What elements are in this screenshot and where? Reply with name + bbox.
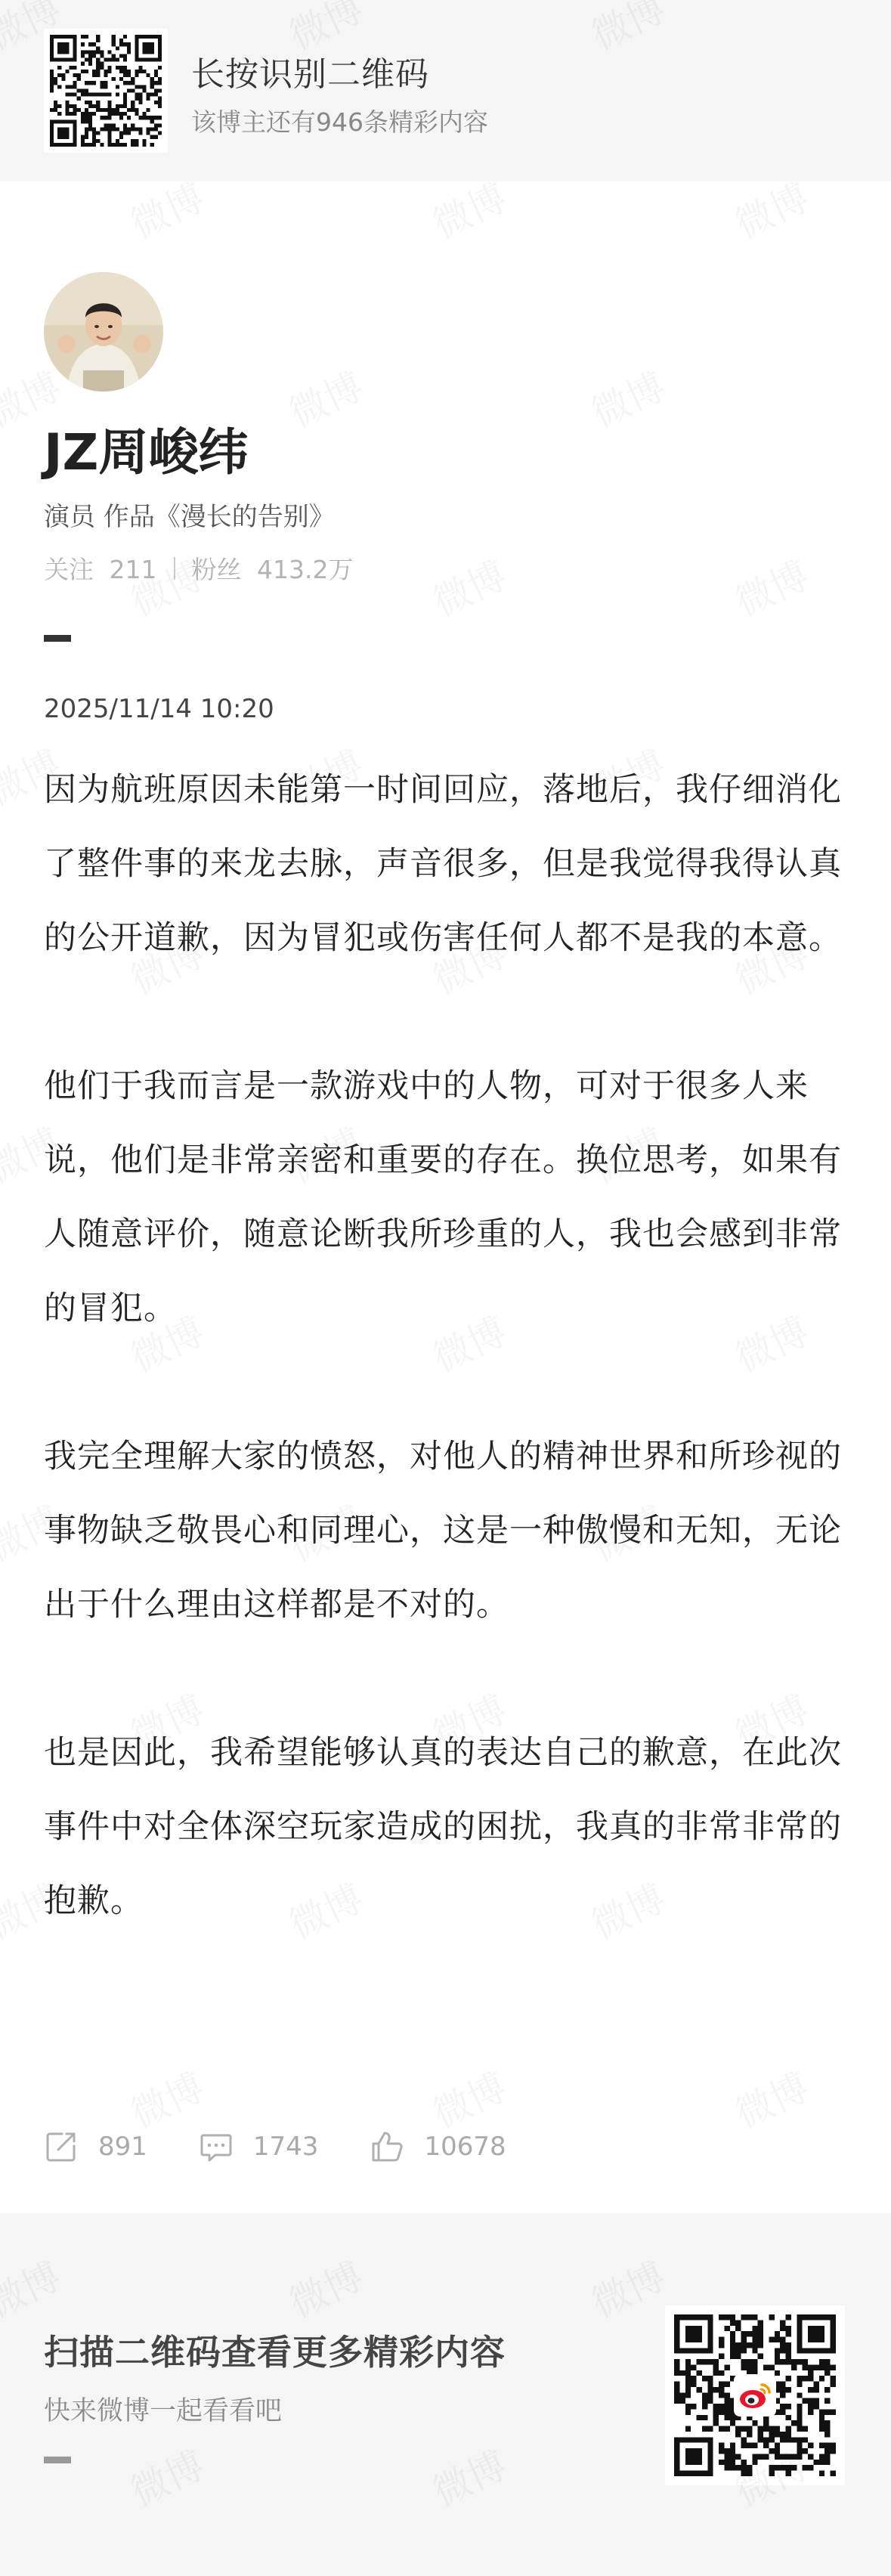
avatar[interactable] [44,272,163,392]
post-paragraph: 他们于我而言是一款游戏中的人物，可对于很多人来说，他们是非常亲密和重要的存在。换位思考，如果有人随意评价，随意论断我所珍重的人，我也会感到非常的冒犯。 [44,1067,842,1327]
bottom-banner [0,2213,891,2576]
avatar-image [44,272,163,392]
top-banner-title: 长按识别二维码 [191,55,429,94]
like-button[interactable] [370,2129,506,2164]
stat-divider [174,557,175,580]
like-icon [370,2129,404,2164]
post-paragraph: 因为航班原因未能第一时间回应，落地后，我仔细消化了整件事的来龙去脉，声音很多，但是我觉得我得认真的公开道歉，因为冒犯或伤害任何人都不是我的本意。 [44,771,842,957]
top-banner-subtitle: 该博主还有946条精彩内容 [191,107,488,137]
comment-count: 1743 [252,2132,319,2162]
watermark-text [422,546,514,627]
post-timestamp: 2025/11/14 10:20 [44,694,274,724]
bottom-banner-title: 扫描二维码查看更多精彩内容 [44,2332,506,2373]
following-label: 关注 [44,555,94,584]
comment-icon [199,2129,234,2164]
weibo-logo-icon [734,2374,776,2417]
qr-code-icon [50,35,162,147]
watermark-text [279,357,370,438]
top-banner [0,0,891,181]
watermark-text [725,546,816,627]
followers-label: 粉丝 [191,555,242,584]
like-count: 10678 [424,2132,506,2162]
action-bar [44,2126,558,2168]
repost-icon [44,2129,79,2164]
post-paragraph: 也是因此，我希望能够认真的表达自己的歉意，在此次事件中对全体深空玩家造成的困扰，我真的非常非常的抱歉。 [44,1734,842,1920]
watermark-text [725,2057,816,2139]
user-description: 演员 作品《漫长的告别》 [44,502,335,532]
following-count: 211 [109,555,157,584]
followers-stat[interactable] [192,550,354,586]
bottom-banner-subtitle: 快来微博一起看看吧 [44,2396,283,2426]
section-divider [44,635,71,642]
qr-code-small[interactable] [44,29,168,153]
followers-count: 413.2万 [257,555,354,584]
qr-code-large[interactable] [665,2305,845,2485]
post-paragraph: 我完全理解大家的愤怒，对他人的精神世界和所珍视的事物缺乏敬畏心和同理心，这是一种傲慢和无知，无论出于什么理由这样都是不对的。 [44,1438,842,1624]
post-body [44,753,852,1938]
bottom-divider [44,2457,71,2463]
following-stat[interactable] [44,550,157,586]
user-name[interactable]: JZ周峻纬 [44,423,249,481]
watermark-text [581,357,673,438]
repost-count: 891 [98,2132,147,2162]
repost-button[interactable] [44,2129,147,2164]
comment-button[interactable] [199,2129,319,2164]
user-stats [44,550,353,586]
